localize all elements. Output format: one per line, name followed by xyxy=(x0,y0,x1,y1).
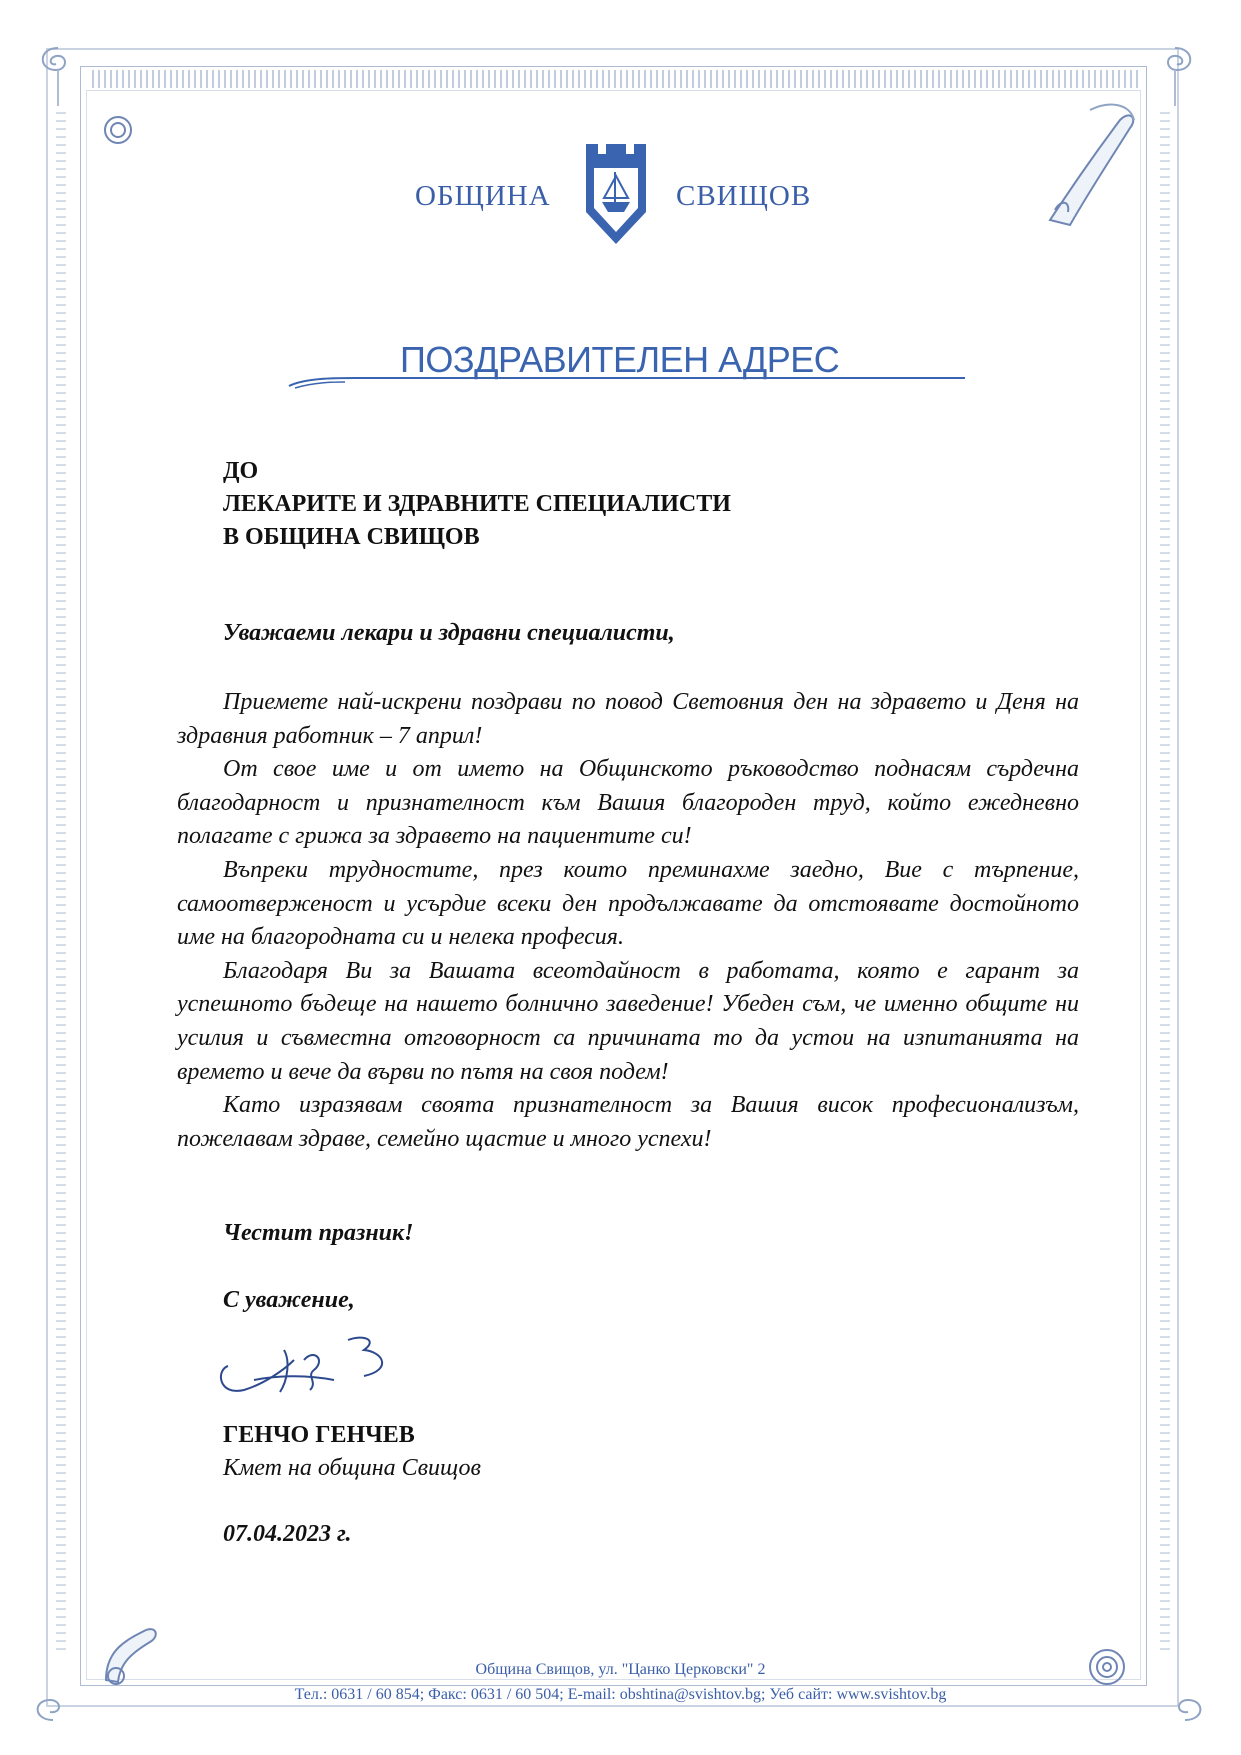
top-left-scroll-icon xyxy=(28,40,88,110)
body-paragraph: Приемете най-искрени поздрави по повод Световния ден на здравето и Деня на здравния работник – 7 април! xyxy=(177,689,1079,749)
letter-body xyxy=(177,686,1079,1156)
document-title: ПОЗДРАВИТЕЛЕН АДРЕС xyxy=(400,339,840,380)
document-date: 07.04.2023 г. xyxy=(223,1521,352,1547)
brand-name-left: ОБЩИНА xyxy=(415,180,551,212)
body-paragraph: Като изразявам своята признателност за Вашия висок професионализъм, пожелавам здраве, семейно щастие и много успехи! xyxy=(177,1092,1079,1152)
signer-role: Кмет на община Свищов xyxy=(223,1455,481,1481)
signer-name: ГЕНЧО ГЕНЧЕВ xyxy=(223,1422,415,1448)
addressee-line: В ОБЩИНА СВИЩОВ xyxy=(223,524,480,550)
footer-address: Община Свищов, ул. "Цанко Церковски" 2 xyxy=(475,1661,766,1678)
body-paragraph: От свое име и от името на Общинското ръководство поднасям сърдечна благодарност и признателност към Вашия благороден труд, който ежедневно полагате с грижа за здравето на пациентите си! xyxy=(177,756,1079,850)
body-paragraph: Благодаря Ви за Вашата всеотдайност в работата, която е гарант за успешното бъдеще на нашето болнично заведение! Убеден съм, че именно общите ни усилия и съвместна отговорност са причината то да устои на изпитанията на времето и вече да върви по пътя на своя подем! xyxy=(177,957,1079,1085)
inner-top-left-swirl-icon xyxy=(100,112,136,148)
bottom-left-scroll-icon xyxy=(96,1620,166,1690)
salutation: Уважаеми лекари и здравни специалисти, xyxy=(223,620,675,646)
left-ornament-strip xyxy=(56,110,66,1650)
title-underline-flourish xyxy=(285,370,965,390)
right-ornament-strip xyxy=(1160,110,1170,1650)
closing-regards: С уважение, xyxy=(223,1287,355,1313)
top-right-scroll-icon xyxy=(1145,40,1205,110)
top-right-parchment-scroll-icon xyxy=(1030,100,1140,230)
addressee-line: ЛЕКАРИТЕ И ЗДРАВНИТЕ СПЕЦИАЛИСТИ xyxy=(223,491,731,517)
footer-contacts: Тел.: 0631 / 60 854; Факс: 0631 / 60 504; E-mail: obshtina@svishtov.bg; Уеб сайт: www.svishtov.bg xyxy=(294,1686,947,1703)
municipal-crest-icon xyxy=(584,142,648,246)
handwritten-signature-icon xyxy=(214,1330,404,1402)
addressee-line: ДО xyxy=(223,458,259,484)
top-ornament-strip xyxy=(92,70,1138,88)
brand-name-right: СВИЩОВ xyxy=(676,180,812,212)
holiday-greeting: Честит празник! xyxy=(223,1220,414,1246)
body-paragraph: Въпреки трудностите, през които преминахме заедно, Вие с търпение, самоотверженост и усърдие всеки ден продължавате да отстоявате достойното име на благородната си и нелека професия. xyxy=(177,856,1079,951)
addressee-block xyxy=(223,455,731,554)
